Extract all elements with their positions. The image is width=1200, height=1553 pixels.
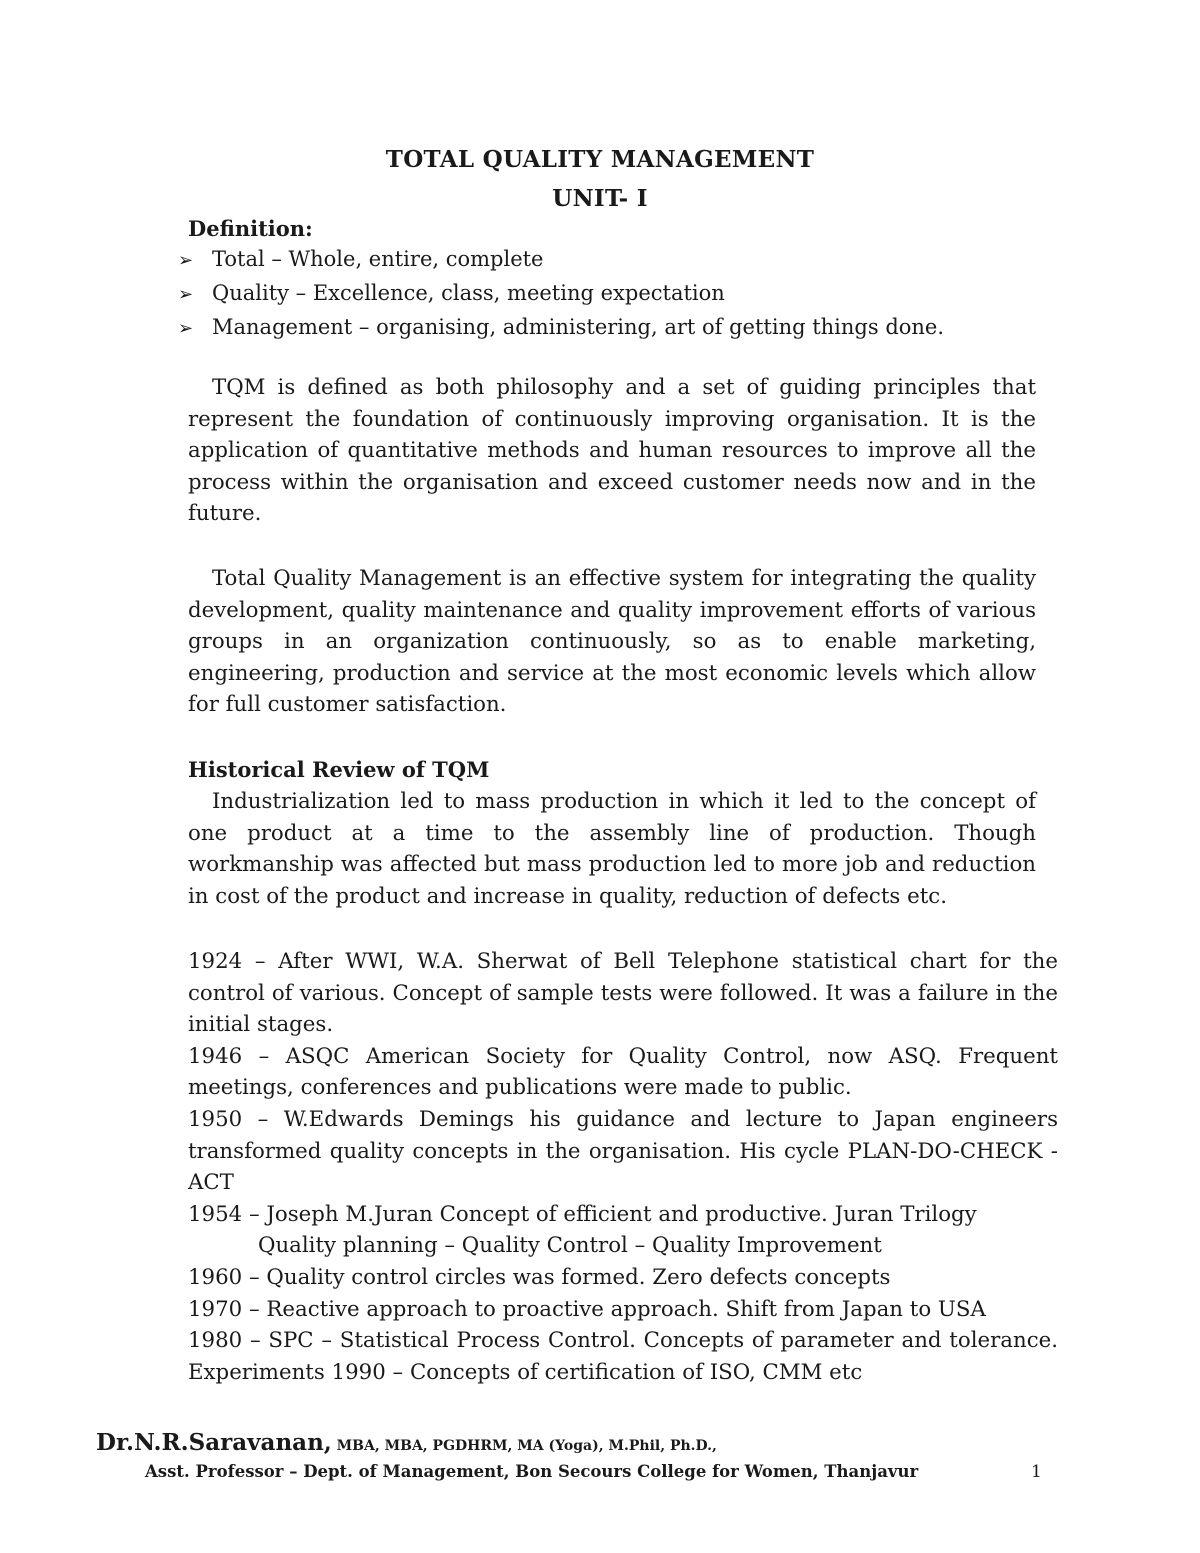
arrow-bullet-icon: ➢ <box>178 284 194 305</box>
definition-text: Total – Whole, entire, complete <box>212 247 544 271</box>
arrow-bullet-icon: ➢ <box>178 318 194 339</box>
footer-affiliation: Asst. Professor – Dept. of Management, Bon Secours College for Women, Thanjavur <box>145 1462 919 1481</box>
history-heading: Historical Review of TQM <box>188 757 490 782</box>
timeline-subitem: Quality planning – Quality Control – Quality Improvement <box>258 1233 882 1259</box>
unit-title: UNIT- I <box>552 185 648 212</box>
page-number: 1 <box>1031 1462 1042 1482</box>
list-item <box>178 243 944 277</box>
list-item <box>178 311 944 345</box>
definition-heading: Definition: <box>188 216 313 241</box>
timeline-item: 1950 – W.Edwards Demings his guidance and lecture to Japan engineers transformed quality concepts in the organisation. His cycle PLAN-DO-CHECK - ACT <box>188 1106 1058 1196</box>
timeline-item: 1946 – ASQC American Society for Quality Control, now ASQ. Frequent meetings, conferences and publications were made to public. <box>188 1043 1058 1101</box>
author-name: Dr.N.R.Saravanan, <box>96 1429 332 1456</box>
footer-author <box>96 1429 717 1456</box>
history-intro-paragraph: Industrialization led to mass production in which it led to the concept of one product at a time to the assembly line of production. Though workmanship was affected but mass production led to more job and reduction in cost of the product and increase in quality, reduction of defects etc. <box>188 789 1036 909</box>
tqm-system-paragraph: Total Quality Management is an effective system for integrating the quality development, quality maintenance and quality improvement efforts of various groups in an organization continuously, so as to enable marketing, engineering, production and service at the most economic levels which allow for full customer satisfaction. <box>188 566 1036 718</box>
timeline-item: 1960 – Quality control circles was formed. Zero defects concepts <box>188 1264 891 1290</box>
list-item <box>178 277 944 311</box>
definition-text: Management – organising, administering, art of getting things done. <box>212 315 945 339</box>
author-qualifications: MBA, MBA, PGDHRM, MA (Yoga), M.Phil, Ph.D., <box>331 1438 717 1454</box>
definition-list <box>178 243 944 345</box>
arrow-bullet-icon: ➢ <box>178 250 194 271</box>
timeline-item: 1954 – Joseph M.Juran Concept of efficient and productive. Juran Trilogy <box>188 1201 977 1227</box>
document-title: TOTAL QUALITY MANAGEMENT <box>385 146 815 173</box>
timeline-item: 1970 – Reactive approach to proactive approach. Shift from Japan to USA <box>188 1296 986 1322</box>
tqm-definition-paragraph: TQM is defined as both philosophy and a set of guiding principles that represent the foundation of continuously improving organisation. It is the application of quantitative methods and human resources to improve all the process within the organisation and exceed customer needs now and in the future. <box>188 375 1036 527</box>
timeline-list <box>188 946 1058 1388</box>
definition-text: Quality – Excellence, class, meeting expectation <box>212 281 725 305</box>
timeline-item: 1980 – SPC – Statistical Process Control. Concepts of parameter and tolerance. Experiments 1990 – Concepts of certification of ISO, CMM etc <box>188 1328 1058 1385</box>
timeline-item: 1924 – After WWI, W.A. Sherwat of Bell Telephone statistical chart for the control of various. Concept of sample tests were followed. It was a failure in the initial stages. <box>188 949 1058 1038</box>
